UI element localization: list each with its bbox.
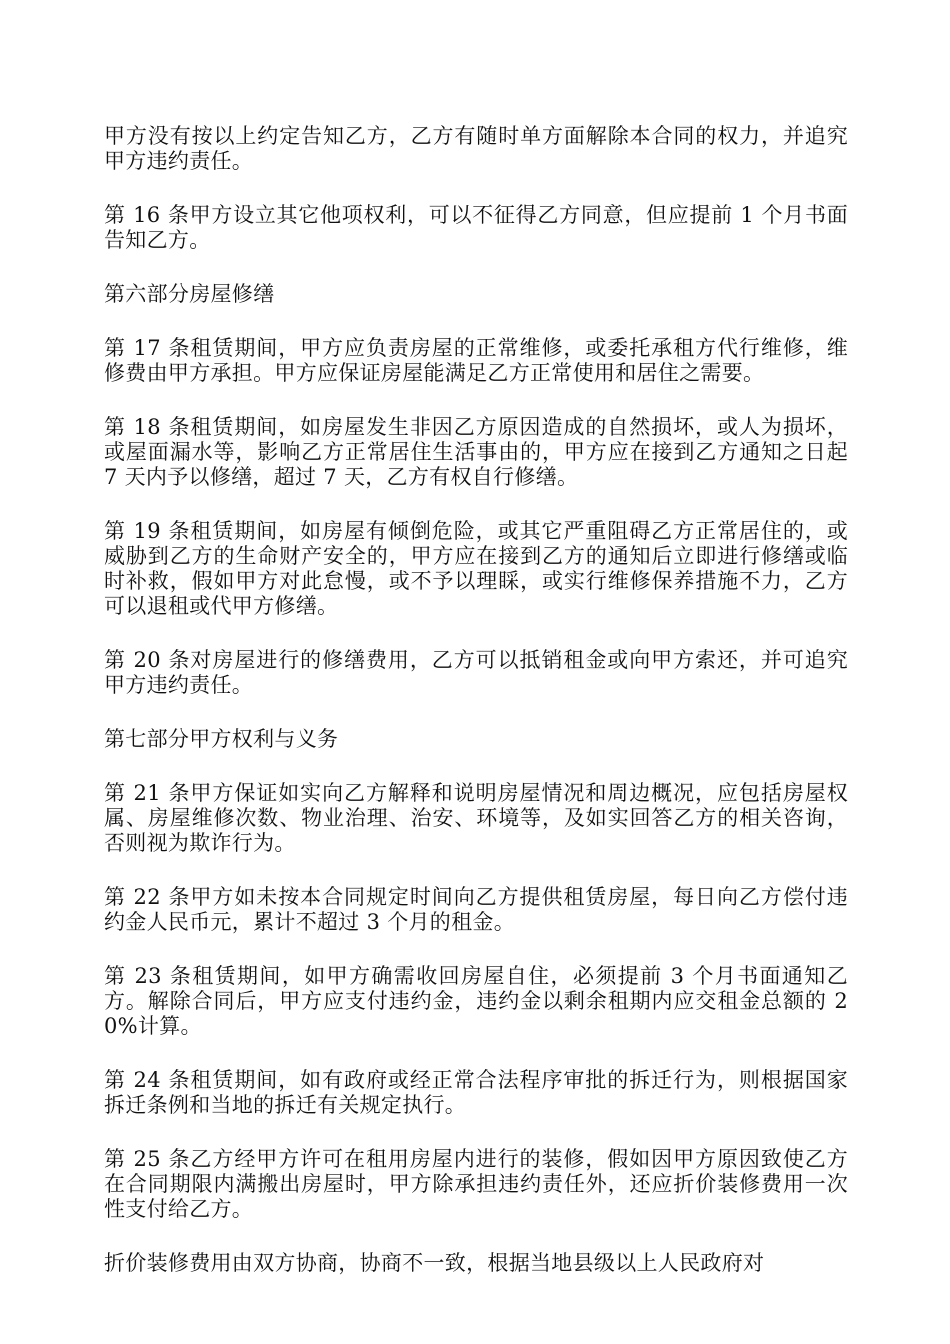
article-20: 第 20 条对房屋进行的修缮费用，乙方可以抵销租金或向甲方索还，并可追究甲方违约责任。	[104, 648, 848, 697]
section-heading-party-a-rights: 第七部分甲方权利与义务	[104, 727, 339, 751]
paragraph-notice-breach: 甲方没有按以上约定告知乙方，乙方有随时单方面解除本合同的权力，并追究甲方违约责任。	[104, 124, 848, 173]
article-21: 第 21 条甲方保证如实向乙方解释和说明房屋情况和周边概况，应包括房屋权属、房屋维修次数、物业治理、治安、环境等，及如实回答乙方的相关咨询，否则视为欺诈行为。	[104, 781, 848, 855]
article-22: 第 22 条甲方如未按本合同规定时间向乙方提供租赁房屋，每日向乙方偿付违约金人民币元，累计不超过 3 个月的租金。	[104, 885, 848, 934]
article-24: 第 24 条租赁期间，如有政府或经正常合法程序审批的拆迁行为，则根据国家拆迁条例和当地的拆迁有关规定执行。	[104, 1068, 848, 1117]
paragraph-decoration-fee: 折价装修费用由双方协商，协商不一致，根据当地县级以上人民政府对	[104, 1251, 765, 1275]
article-16: 第 16 条甲方设立其它他项权利，可以不征得乙方同意，但应提前 1 个月书面告知乙方。	[104, 203, 848, 252]
section-heading-repairs: 第六部分房屋修缮	[104, 282, 275, 306]
article-25: 第 25 条乙方经甲方许可在租用房屋内进行的装修，假如因甲方原因致使乙方在合同期限内满搬出房屋时，甲方除承担违约责任外，还应折价装修费用一次性支付给乙方。	[104, 1147, 848, 1221]
article-23: 第 23 条租赁期间，如甲方确需收回房屋自住，必须提前 3 个月书面通知乙方。解除合同后，甲方应支付违约金，违约金以剩余租期内应交租金总额的 20%计算。	[104, 964, 848, 1038]
article-19: 第 19 条租赁期间，如房屋有倾倒危险，或其它严重阻碍乙方正常居住的，或威胁到乙方的生命财产安全的，甲方应在接到乙方的通知后立即进行修缮或临时补救，假如甲方对此怠慢，或不予以理睬，或实行维修保养措施不力，乙方可以退租或代甲方修缮。	[104, 519, 848, 618]
document-page	[104, 124, 848, 1305]
article-17: 第 17 条租赁期间，甲方应负责房屋的正常维修，或委托承租方代行维修，维修费由甲方承担。甲方应保证房屋能满足乙方正常使用和居住之需要。	[104, 336, 848, 385]
article-18: 第 18 条租赁期间，如房屋发生非因乙方原因造成的自然损坏，或人为损坏，或屋面漏水等，影响乙方正常居住生活事由的，甲方应在接到乙方通知之日起 7 天内予以修缮，超过 7 天，乙方有权自行修缮。	[104, 415, 848, 489]
